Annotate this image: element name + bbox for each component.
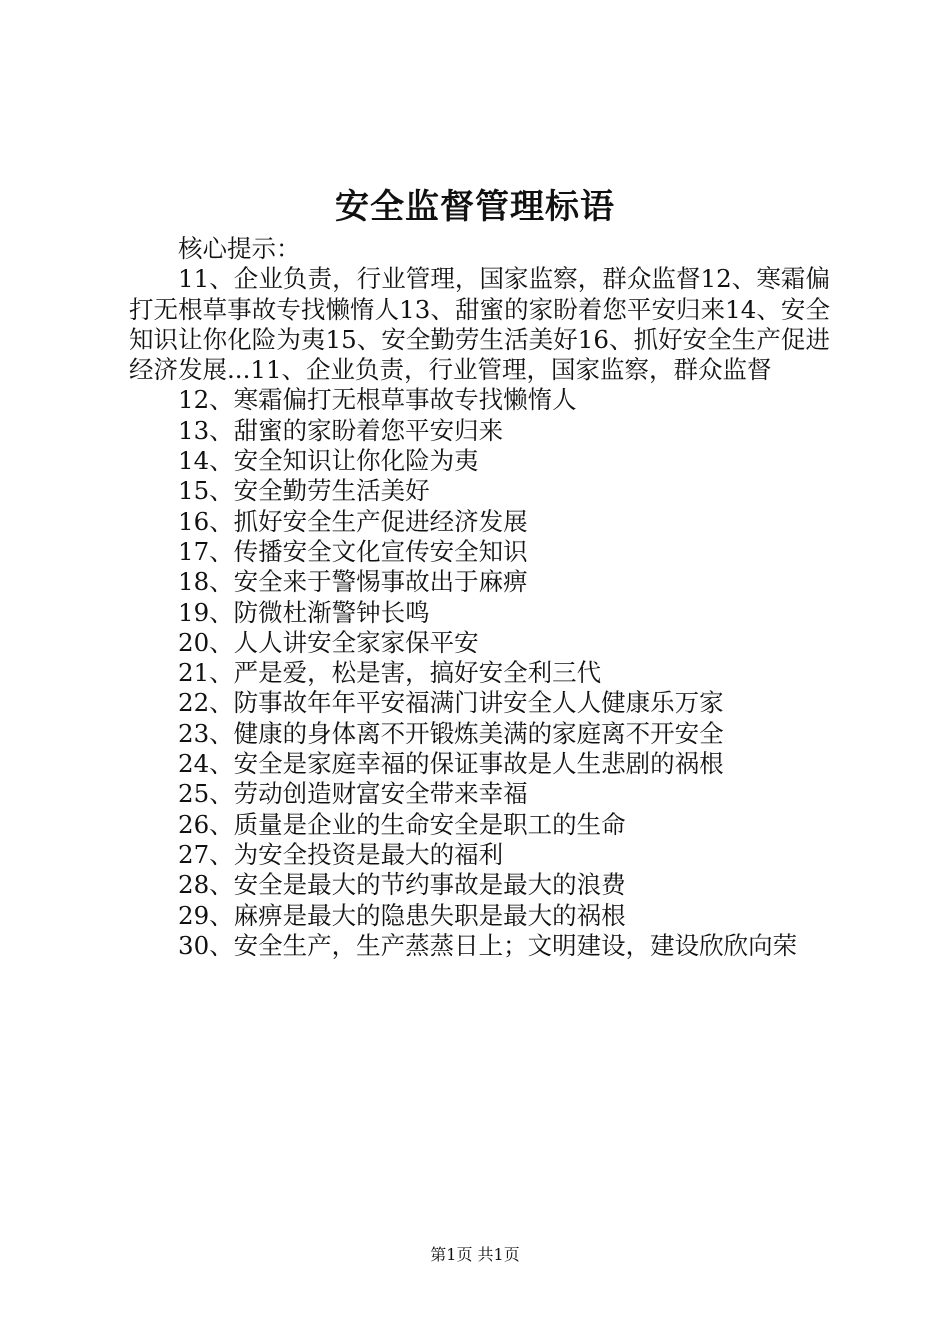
list-item: 14、安全知识让你化险为夷 — [178, 446, 479, 476]
list-item: 17、传播安全文化宣传安全知识 — [178, 536, 528, 566]
list-item: 15、安全勤劳生活美好 — [178, 476, 430, 506]
list-item: 29、麻痹是最大的隐患失职是最大的祸根 — [178, 900, 626, 930]
list-item: 21、严是爱，松是害，搞好安全利三代 — [178, 658, 602, 688]
summary-paragraph: 11、企业负责，行业管理，国家监察，群众监督12、寒霜偏打无根草事故专找懒惰人13、甜蜜的家盼着您平安归来14、安全知识让你化险为夷15、安全勤劳生活美好16、抓好安全生产促进经济发展...11、企业负责，行业管理，国家监察，群众监督 — [129, 264, 830, 385]
list-item: 24、安全是家庭幸福的保证事故是人生悲剧的祸根 — [178, 749, 724, 779]
intro-label: 核心提示： — [178, 234, 301, 263]
document-body — [129, 234, 830, 961]
list-item: 19、防微杜渐警钟长鸣 — [178, 597, 430, 627]
list-item: 12、寒霜偏打无根草事故专找懒惰人 — [178, 385, 577, 415]
document-title: 安全监督管理标语 — [335, 187, 615, 227]
list-item: 27、为安全投资是最大的福利 — [178, 839, 504, 869]
list-item: 22、防事故年年平安福满门讲安全人人健康乐万家 — [178, 688, 724, 718]
page-number-footer: 第1页 共1页 — [430, 1245, 520, 1264]
list-item: 26、质量是企业的生命安全是职工的生命 — [178, 809, 626, 839]
list-item: 23、健康的身体离不开锻炼美满的家庭离不开安全 — [178, 718, 724, 748]
list-item: 18、安全来于警惕事故出于麻痹 — [178, 567, 528, 597]
list-item: 30、安全生产，生产蒸蒸日上；文明建设，建设欣欣向荣 — [178, 930, 798, 960]
list-item: 20、人人讲安全家家保平安 — [178, 627, 479, 657]
list-item: 16、抓好安全生产促进经济发展 — [178, 506, 528, 536]
list-item: 25、劳动创造财富安全带来幸福 — [178, 779, 528, 809]
slogan-list — [129, 385, 830, 961]
list-item: 28、安全是最大的节约事故是最大的浪费 — [178, 870, 626, 900]
list-item: 13、甜蜜的家盼着您平安归来 — [178, 415, 504, 445]
